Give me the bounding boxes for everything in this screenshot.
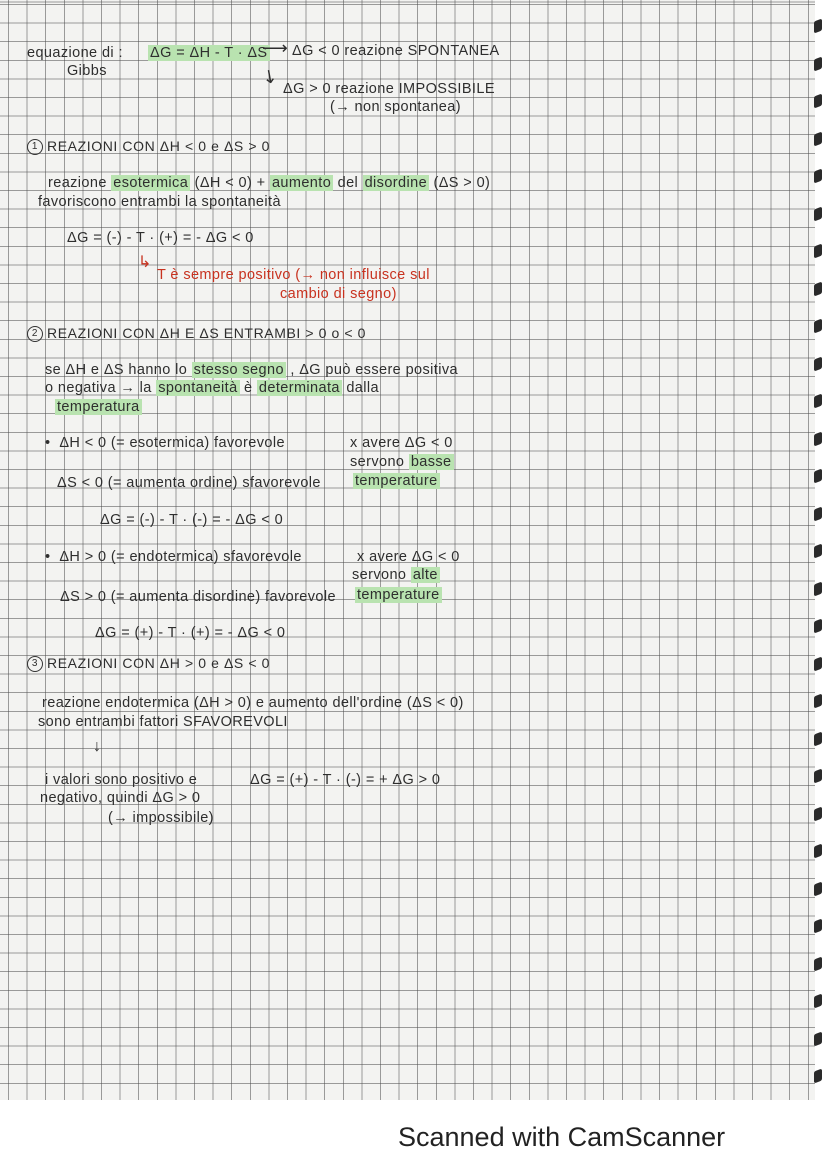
- bullet-icon: •: [45, 549, 60, 565]
- spiral-ring: [814, 806, 822, 821]
- spiral-ring: [814, 619, 822, 634]
- spiral-ring: [814, 131, 822, 146]
- section-1-title: [27, 137, 270, 155]
- title-text: REAZIONI CON ΔH < 0 e ΔS > 0: [47, 138, 271, 154]
- spiral-ring: [814, 844, 822, 859]
- text: del: [333, 175, 363, 191]
- gibbs-label: equazione di :: [27, 45, 123, 61]
- text: ΔH > 0 (= endotermica) sfavorevole: [59, 549, 302, 565]
- spiral-ring: [814, 544, 822, 559]
- spiral-ring: [814, 469, 822, 484]
- section-number: 1: [27, 139, 43, 155]
- bullet-2-note-2: [352, 566, 440, 584]
- highlight: basse: [410, 454, 452, 470]
- spiral-ring: [814, 94, 822, 109]
- highlight: esotermica: [113, 175, 189, 191]
- red-arrow-icon: ↳: [138, 254, 152, 271]
- section-1-equation: ΔG = (-) - T · (+) = - ΔG < 0: [67, 230, 254, 246]
- arrow-down-icon: ↓: [93, 738, 101, 755]
- bullet-2-note-1: x avere ΔG < 0: [357, 549, 460, 565]
- section-3-conclusion-3: (→ impossibile): [108, 810, 214, 826]
- bullet-1-note-1: x avere ΔG < 0: [350, 435, 453, 451]
- spiral-ring: [814, 1031, 822, 1046]
- spiral-ring: [814, 506, 822, 521]
- spiral-ring: [814, 281, 822, 296]
- highlight: disordine: [364, 175, 428, 191]
- spiral-ring: [814, 431, 822, 446]
- spiral-ring: [814, 356, 822, 371]
- section-3-line-2: sono entrambi fattori SFAVOREVOLI: [38, 714, 288, 730]
- bullet-1-equation: ΔG = (-) - T · (-) = - ΔG < 0: [100, 512, 284, 528]
- spiral-ring: [814, 206, 822, 221]
- spiral-ring: [814, 319, 822, 334]
- section-1-note-2: cambio di segno): [280, 286, 397, 302]
- section-number: 2: [27, 326, 43, 342]
- spiral-ring: [814, 394, 822, 409]
- highlight: aumento: [271, 175, 332, 191]
- arrow-right-icon: ⟶: [262, 38, 288, 58]
- section-1-note-1: T è sempre positivo (→ non influisce sul: [157, 267, 430, 283]
- bullet-icon: •: [45, 435, 60, 451]
- spiral-ring: [814, 881, 822, 896]
- bullet-2-line-2: ΔS > 0 (= aumenta disordine) favorevole: [60, 589, 336, 605]
- spiral-ring: [814, 19, 822, 34]
- gibbs-label-name: Gibbs: [67, 63, 107, 79]
- bullet-1-line-1: [45, 434, 285, 452]
- section-3-equation: ΔG = (+) - T · (-) = + ΔG > 0: [250, 772, 441, 788]
- spiral-ring: [814, 919, 822, 934]
- title-text: REAZIONI CON ΔH E ΔS ENTRAMBI > 0 o < 0: [47, 325, 367, 341]
- section-2-para-2: [45, 379, 379, 397]
- highlight: temperature: [355, 473, 438, 489]
- bullet-2-note-3: [355, 586, 442, 604]
- section-1-line-2: favoriscono entrambi la spontaneità: [38, 194, 281, 210]
- section-3-title: [27, 654, 270, 672]
- spiral-binding: [810, 0, 824, 1100]
- highlight: temperature: [357, 587, 440, 603]
- text: , ΔG può essere positiva: [285, 362, 458, 378]
- bullet-1-note-2: [350, 453, 454, 471]
- impossible-note: (→ non spontanea): [330, 99, 461, 115]
- spiral-ring: [814, 581, 822, 596]
- section-number: 3: [27, 656, 43, 672]
- section-2-para-3: [55, 398, 142, 416]
- title-text: REAZIONI CON ΔH > 0 e ΔS < 0: [47, 655, 271, 671]
- spiral-ring: [814, 1069, 822, 1084]
- highlight: stesso segno: [193, 362, 284, 378]
- section-3-conclusion-2: negativo, quindi ΔG > 0: [40, 790, 201, 806]
- section-1-line-1: [48, 174, 490, 192]
- highlight: determinata: [258, 380, 340, 396]
- text: servono: [350, 454, 409, 470]
- bullet-1-note-3: [353, 472, 440, 490]
- text: reazione: [48, 175, 112, 191]
- spiral-ring: [814, 56, 822, 71]
- spiral-ring: [814, 244, 822, 259]
- arrow-diagonal-icon: ↘: [257, 63, 282, 89]
- highlight: alte: [412, 567, 438, 583]
- section-2-title: [27, 324, 366, 342]
- text: o negativa → la: [45, 380, 157, 396]
- highlight: temperatura: [57, 399, 140, 415]
- text: dalla: [341, 380, 379, 396]
- camscanner-watermark: Scanned with CamScanner: [398, 1122, 726, 1152]
- gibbs-formula: [148, 44, 270, 62]
- spiral-ring: [814, 169, 822, 184]
- spiral-ring: [814, 769, 822, 784]
- bullet-2-equation: ΔG = (+) - T · (+) = - ΔG < 0: [95, 625, 286, 641]
- spiral-ring: [814, 956, 822, 971]
- highlight: spontaneità: [158, 380, 238, 396]
- spiral-ring: [814, 694, 822, 709]
- text: (ΔS > 0): [429, 175, 491, 191]
- text: è: [239, 380, 257, 396]
- text: se ΔH e ΔS hanno lo: [45, 362, 192, 378]
- text: ΔH < 0 (= esotermica) favorevole: [59, 435, 285, 451]
- section-3-conclusion-1: i valori sono positivo e: [45, 772, 198, 788]
- impossible-branch: ΔG > 0 reazione IMPOSSIBILE: [283, 81, 495, 97]
- spiral-ring: [814, 994, 822, 1009]
- spontaneous-branch: ΔG < 0 reazione SPONTANEA: [292, 43, 500, 59]
- section-3-line-1: reazione endotermica (ΔH > 0) e aumento dell'ordine (ΔS < 0): [42, 695, 464, 711]
- bullet-2-line-1: [45, 548, 302, 566]
- spiral-ring: [814, 731, 822, 746]
- text: servono: [352, 567, 411, 583]
- bullet-1-line-2: ΔS < 0 (= aumenta ordine) sfavorevole: [57, 475, 321, 491]
- spiral-ring: [814, 656, 822, 671]
- formula-highlight: ΔG = ΔH - T · ΔS: [150, 45, 268, 61]
- section-2-para-1: [45, 361, 458, 379]
- text: (ΔH < 0) +: [190, 175, 270, 191]
